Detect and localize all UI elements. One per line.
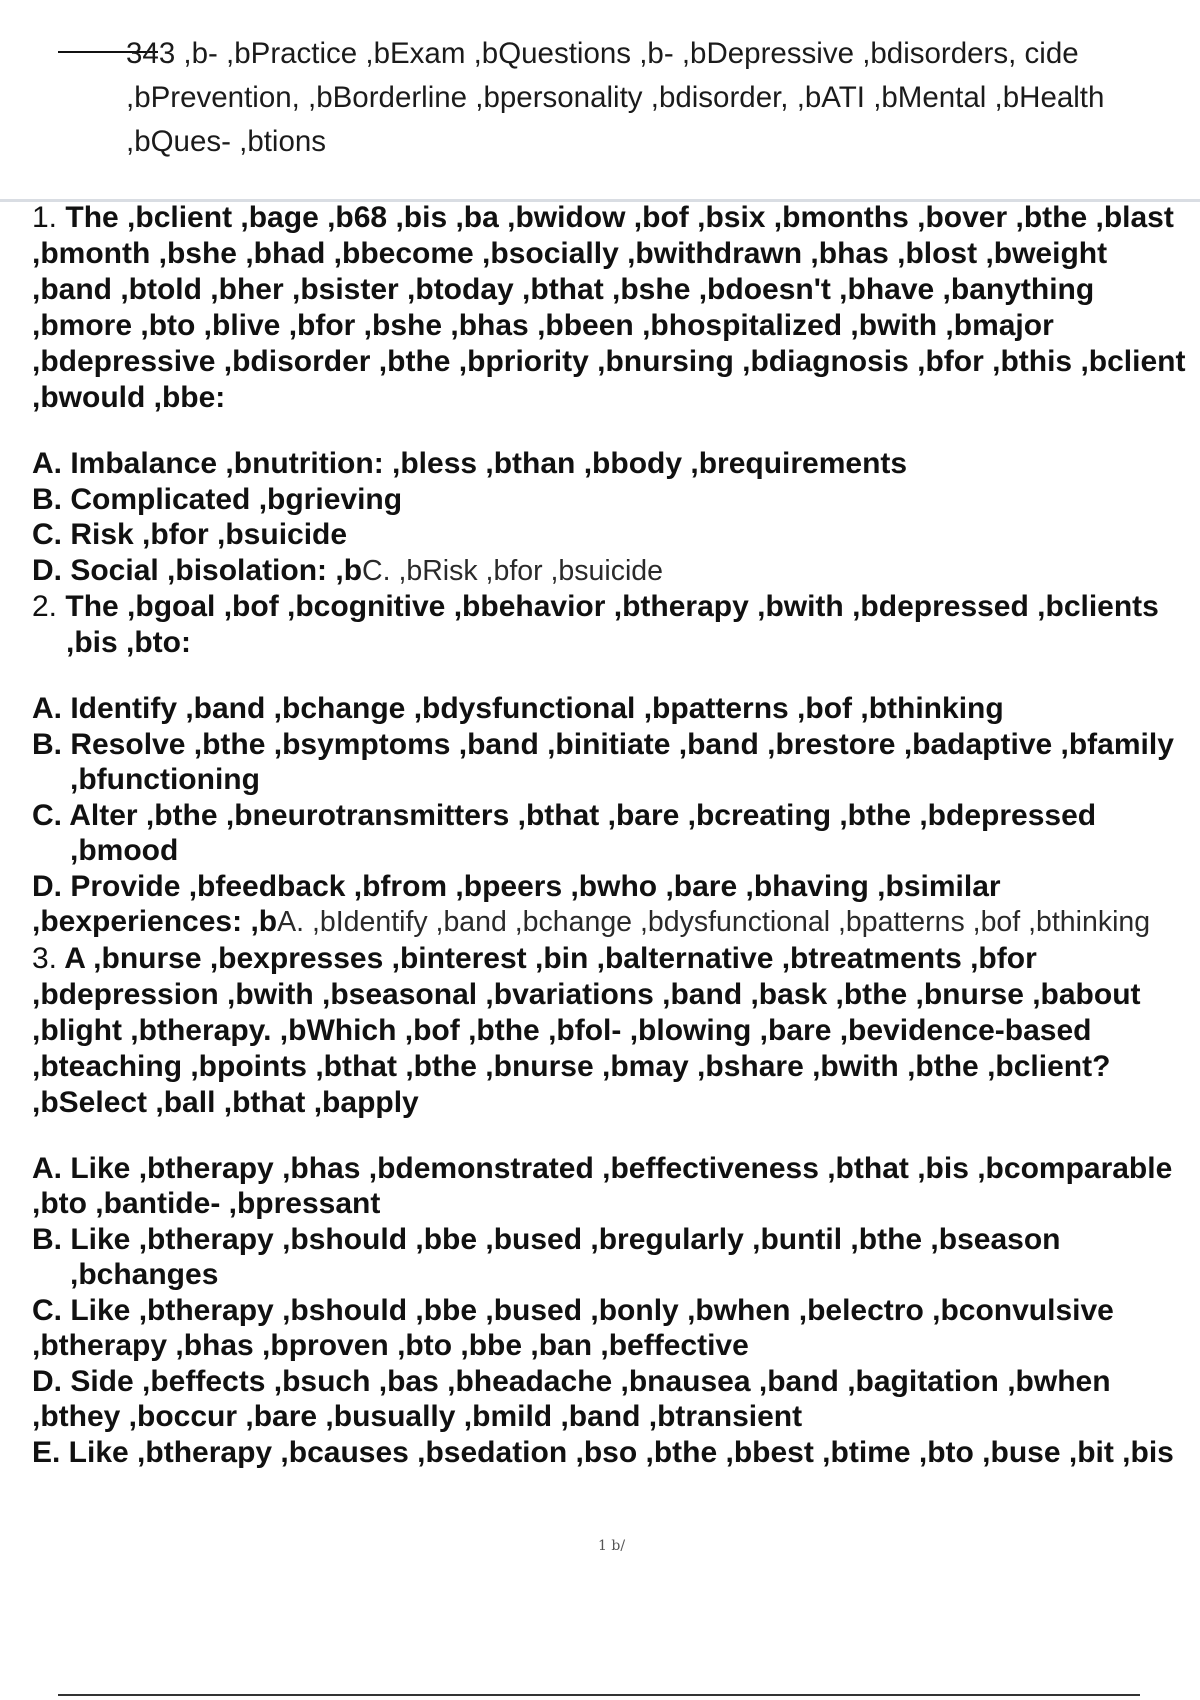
option-a xyxy=(32,691,1192,727)
option-c xyxy=(32,1293,1192,1364)
answer-key: A. ,bIdentify ,band ,bchange ,bdysfunctional ,bpatterns ,bof ,bthinking xyxy=(277,906,1151,938)
option-c xyxy=(32,798,1192,869)
option-text: B. Resolve ,bthe ,bsymptoms ,band ,binitiate ,band ,brestore ,badaptive ,bfamily ,bfunctioning xyxy=(32,727,1174,796)
footer-rule xyxy=(58,1694,1140,1696)
option-d xyxy=(32,553,1192,590)
question-number: 1. xyxy=(32,201,58,234)
question-3-stem xyxy=(32,941,1192,1121)
option-text: A. Identify ,band ,bchange ,bdysfunctional ,bpatterns ,bof ,bthinking xyxy=(32,692,1004,725)
answer-key: C. ,bRisk ,bfor ,bsuicide xyxy=(362,554,663,587)
option-text: B. Like ,btherapy ,bshould ,bbe ,bused ,bregularly ,buntil ,bthe ,bseason ,bchanges xyxy=(32,1222,1061,1291)
question-3-options xyxy=(32,1151,1192,1471)
option-c xyxy=(32,517,1192,553)
option-e xyxy=(32,1435,1192,1471)
option-b xyxy=(32,482,1192,518)
option-b xyxy=(32,1222,1192,1293)
option-d xyxy=(32,869,1192,941)
question-text: The ,bgoal ,bof ,bcognitive ,bbehavior ,btherapy ,bwith ,bdepressed ,bclients ,bis ,bto: xyxy=(65,590,1159,659)
page-number: 1 b/ xyxy=(598,1538,626,1554)
document-header-title: 343 ,b- ,bPractice ,bExam ,bQuestions ,b- ,bDepressive ,bdisorders, cide ,bPrevention, ,bBorderline ,bpersonality ,bdisorder, ,bATI ,bMental ,bHealth ,bQues- ,btions xyxy=(126,37,1105,158)
document-body xyxy=(32,200,1192,1470)
option-a xyxy=(32,1151,1192,1222)
option-text: C. Like ,btherapy ,bshould ,bbe ,bused ,bonly ,bwhen ,belectro ,bconvulsive ,btherapy ,bhas ,bproven ,bto ,bbe ,ban ,beffective xyxy=(32,1293,1114,1362)
option-text: B. Complicated ,bgrieving xyxy=(32,482,403,516)
option-text: A. Imbalance ,bnutrition: ,bless ,bthan ,bbody ,brequirements xyxy=(32,447,908,480)
option-text: E. Like ,btherapy ,bcauses ,bsedation ,bso ,bthe ,bbest ,btime ,bto ,buse ,bit ,bis xyxy=(32,1435,1174,1469)
question-1-options xyxy=(32,446,1192,589)
option-b xyxy=(32,727,1192,798)
option-text: C. Risk ,bfor ,bsuicide xyxy=(32,518,348,551)
option-text: D. Social ,bisolation: ,b xyxy=(32,553,363,587)
option-text: A. Like ,btherapy ,bhas ,bdemonstrated ,beffectiveness ,bthat ,bis ,bcomparable ,bto ,bantide- ,bpressant xyxy=(32,1151,1173,1220)
question-2-stem xyxy=(32,589,1192,661)
option-d xyxy=(32,1364,1192,1435)
question-text: The ,bclient ,bage ,b68 ,bis ,ba ,bwidow ,bof ,bsix ,bmonths ,bover ,bthe ,blast ,bmonth ,bshe ,bhad ,bbecome ,bsocially ,bwithdrawn ,bhas ,blost ,bweight ,band ,btold ,bher ,bsister ,btoday ,bthat ,bshe ,bdoesn't ,bhave ,banything ,bmore ,bto ,blive ,bfor ,bshe ,bhas ,bbeen ,bhospitalized ,bwith ,bmajor ,bdepressive ,bdisorder ,bthe ,bpriority ,bnursing ,bdiagnosis ,bfor ,bthis ,bclient ,bwould ,bbe: xyxy=(32,201,1186,414)
option-text: D. Side ,beffects ,bsuch ,bas ,bheadache ,bnausea ,band ,bagitation ,bwhen ,bthey ,boccur ,bare ,busually ,bmild ,band ,btransient xyxy=(32,1364,1111,1433)
question-1-stem xyxy=(32,200,1192,416)
option-text: C. Alter ,bthe ,bneurotransmitters ,bthat ,bare ,bcreating ,bthe ,bdepressed ,bmood xyxy=(32,798,1097,867)
question-text: A ,bnurse ,bexpresses ,binterest ,bin ,balternative ,btreatments ,bfor ,bdepression ,bwith ,bseasonal ,bvariations ,band ,bask ,bthe ,bnurse ,babout ,blight ,btherapy. ,bWhich ,bof ,bthe ,bfol- ,blowing ,bare ,bevidence-based ,bteaching ,bpoints ,bthat ,bthe ,bnurse ,bmay ,bshare ,bwith ,bthe ,bclient? ,bSelect ,ball ,bthat ,bapply xyxy=(32,941,1141,1119)
question-number: 3. xyxy=(32,941,58,975)
question-2-options xyxy=(32,691,1192,941)
option-a xyxy=(32,446,1192,482)
question-number: 2. xyxy=(32,590,58,623)
option-text: D. Provide ,bfeedback ,bfrom ,bpeers ,bwho ,bare ,bhaving ,bsimilar ,bexperiences: ,b xyxy=(32,869,1001,938)
